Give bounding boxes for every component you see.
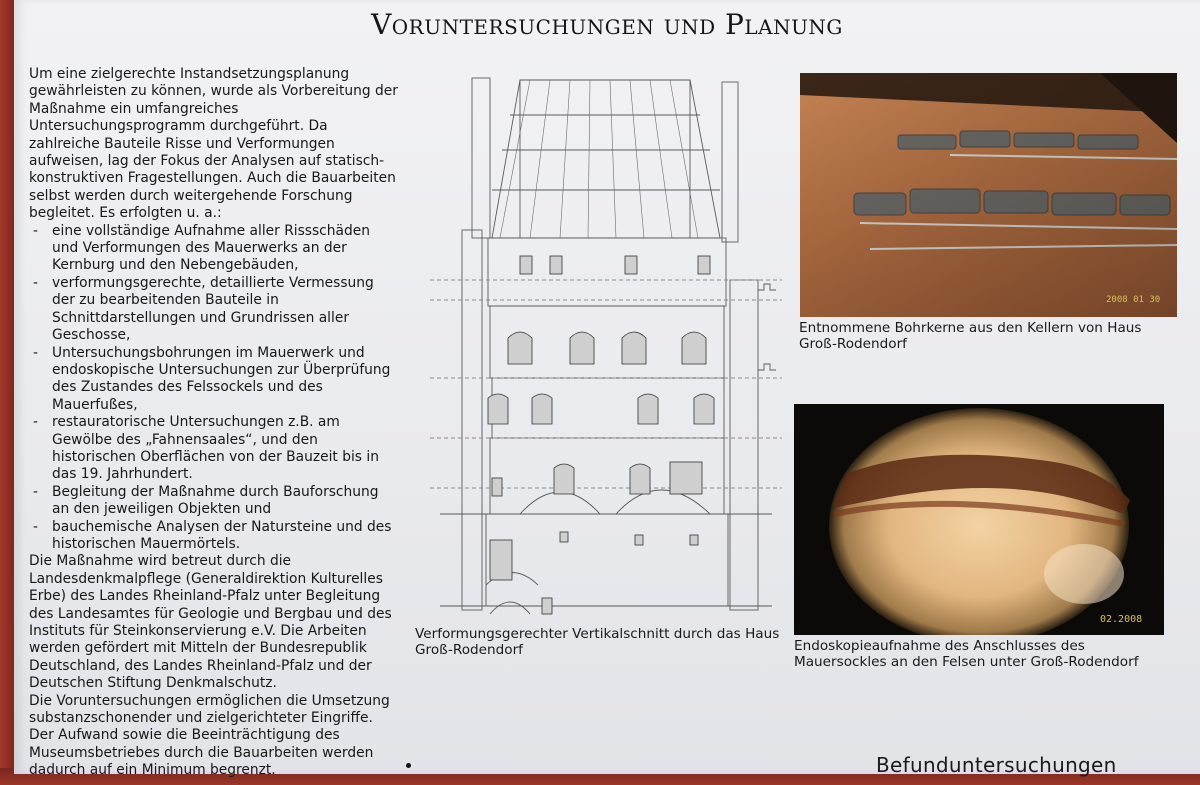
- list-item: - Begleitung der Maßnahme durch Bauforschung an den jeweiligen Objekten und: [29, 484, 399, 519]
- drawing-caption: Verformungsgerechter Vertikalschnitt durch das Haus Groß-Rodendorf: [415, 626, 780, 658]
- section-label: Befunduntersuchungen: [876, 753, 1117, 777]
- list-item: - Untersuchungsbohrungen im Mauerwerk und endoskopische Untersuchungen zur Überprüfung des Zustandes des Felssockels und des Mauerfußes,: [29, 345, 399, 415]
- drill-cores-photo: [800, 73, 1177, 317]
- endoscopy-photo: [794, 404, 1164, 635]
- vertical-section-drawing: [420, 70, 792, 620]
- list-item: - bauchemische Analysen der Natursteine und des historischen Mauermörtels.: [29, 519, 399, 554]
- photo-date-stamp: 02.2008: [1100, 614, 1143, 625]
- measures-list: [29, 223, 399, 554]
- supervision-paragraph: Die Maßnahme wird betreut durch die Landesdenkmalpflege (Generaldirektion Kulturelles Erbe) des Landes Rheinland-Pfalz unter Begleitung des Landesamtes für Geologie und Bergbau und des Instituts für Steinkonservierung e.V. Die Arbeiten werden gefördert mit Mitteln der Bundesrepublik Deutschland, des Landes Rheinland-Pfalz und der Deutschen Stiftung Denkmalschutz.: [29, 553, 392, 692]
- endoscopy-image: [794, 404, 1164, 635]
- endoscopy-caption: Endoskopieaufnahme des Anschlusses des Mauersockles an den Felsen unter Groß-Rodendorf: [794, 638, 1139, 670]
- list-item: - eine vollständige Aufnahme aller Rissschäden und Verformungen des Mauerwerks an der Kernburg und den Nebengebäuden,: [29, 223, 399, 275]
- intro-paragraph: Um eine zielgerechte Instandsetzungsplanung gewährleisten zu können, wurde als Vorbereitung der Maßnahme ein umfangreiches Untersuchungsprogramm durchgeführt. Da zahlreiche Bauteile Risse und Verformungen aufweisen, lag der Fokus der Analysen auf statisch-konstruktiven Fragestellungen. Auch die Bauarbeiten selbst werden durch weitergehende Forschung begleitet. Es erfolgten u. a.:: [29, 66, 398, 222]
- photo-date-stamp: 2008 01 30: [1106, 295, 1161, 305]
- list-item: - verformungsgerechte, detaillierte Vermessung der zu bearbeitenden Bauteile in Schnittdarstellungen und Grundrissen aller Geschosse,: [29, 275, 399, 345]
- page-title: Voruntersuchungen und Planung: [371, 8, 843, 41]
- drill-cores-image: [800, 73, 1177, 317]
- list-item: - restauratorische Untersuchungen z.B. am Gewölbe des „Fahnensaales“, und den historischen Oberflächen von der Bauzeit bis in das 19. Jahrhundert.: [29, 414, 399, 484]
- bullet-dot: [406, 763, 411, 768]
- outcome-paragraph: Die Voruntersuchungen ermöglichen die Umsetzung substanzschonender und zielgerichteter Eingriffe. Der Aufwand sowie die Beeinträchtigung des Museumsbetriebes durch die Bauarbeiten werden dadurch auf ein Minimum begrenzt.: [29, 692, 390, 779]
- information-panel: [14, 0, 1200, 779]
- drill-cores-caption: Entnommene Bohrkerne aus den Kellern von Haus Groß-Rodendorf: [799, 320, 1142, 352]
- body-text: [29, 66, 399, 780]
